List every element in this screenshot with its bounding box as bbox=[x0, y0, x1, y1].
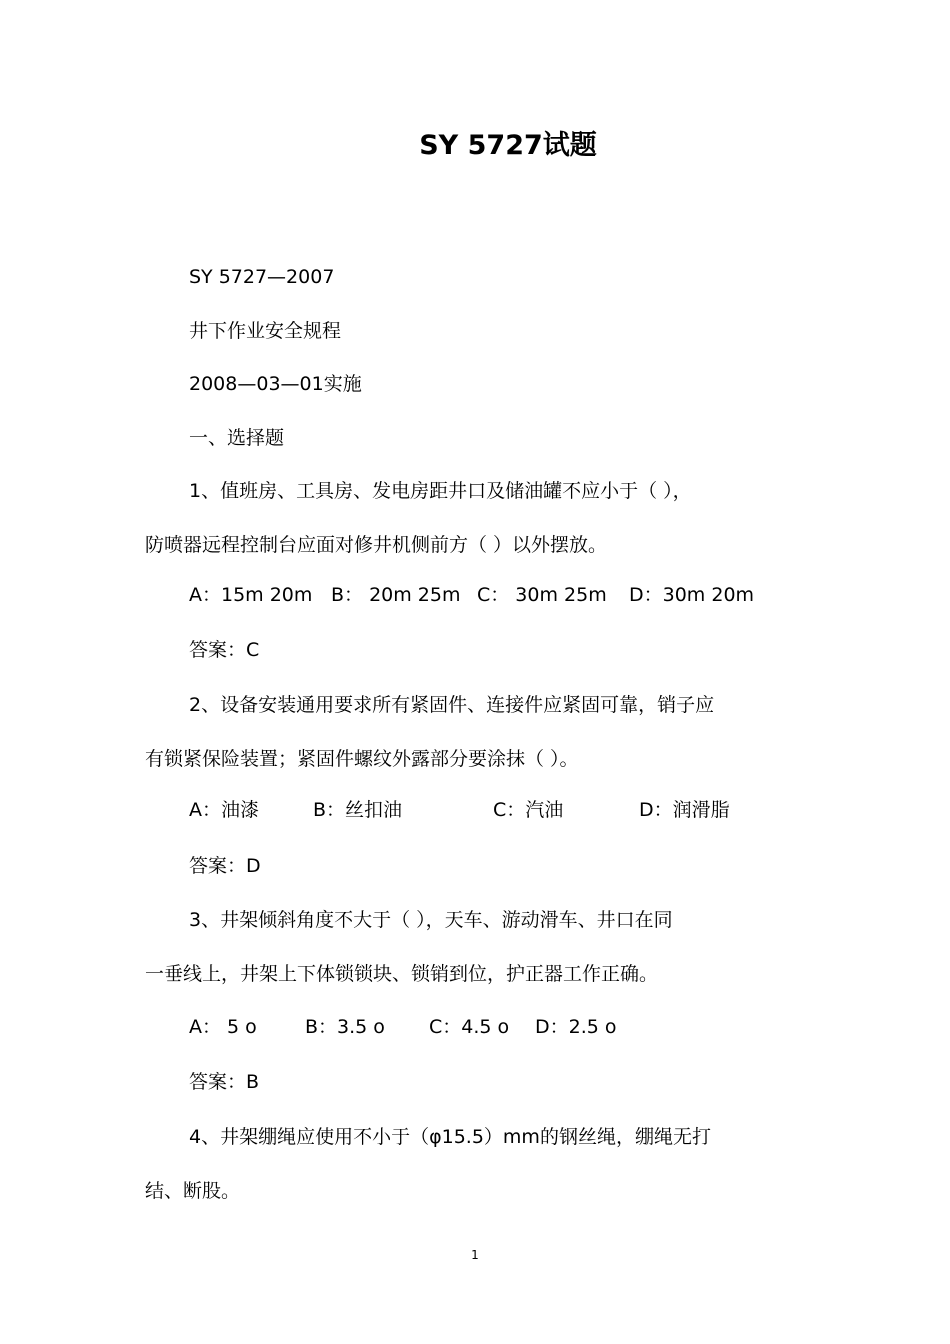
question-4-line-2: 结、断股。 bbox=[145, 1180, 241, 1202]
option-c: C： 30m 25m bbox=[477, 584, 607, 606]
question-2-line-2: 有锁紧保险装置；紧固件螺纹外露部分要涂抹（ ）。 bbox=[145, 748, 579, 770]
option-a: A： 5 o bbox=[189, 1016, 257, 1038]
document-title: SY 5727试题 bbox=[419, 130, 597, 161]
option-d: D：润滑脂 bbox=[639, 799, 730, 821]
question-3-line-2: 一垂线上，井架上下体锁锁块、锁销到位，护正器工作正确。 bbox=[145, 963, 659, 985]
question-1-line-2: 防喷器远程控制台应面对修井机侧前方（ ）以外摆放。 bbox=[145, 534, 608, 556]
question-2-options bbox=[189, 796, 829, 824]
option-a: A：15m 20m bbox=[189, 584, 313, 606]
option-c: C：4.5 o bbox=[429, 1016, 510, 1038]
question-2-answer: 答案：D bbox=[189, 855, 261, 877]
question-1-line-1: 1、值班房、工具房、发电房距井口及储油罐不应小于（ ）， bbox=[189, 480, 692, 502]
question-1-options bbox=[189, 581, 829, 609]
option-a: A：油漆 bbox=[189, 799, 259, 821]
standard-name: 井下作业安全规程 bbox=[189, 320, 342, 342]
option-b: B： 20m 25m bbox=[331, 584, 461, 606]
option-b: B：丝扣油 bbox=[313, 799, 403, 821]
section-heading: 一、选择题 bbox=[189, 427, 285, 449]
question-3-line-1: 3、井架倾斜角度不大于（ ），天车、游动滑车、井口在同 bbox=[189, 909, 673, 931]
option-b: B：3.5 o bbox=[305, 1016, 385, 1038]
question-2-line-1: 2、设备安装通用要求所有紧固件、连接件应紧固可靠，销子应 bbox=[189, 694, 715, 716]
option-d: D：2.5 o bbox=[535, 1016, 617, 1038]
question-3-options bbox=[189, 1013, 829, 1041]
question-4-line-1: 4、井架绷绳应使用不小于（φ15.5）mm的钢丝绳，绷绳无打 bbox=[189, 1126, 711, 1148]
standard-number: SY 5727—2007 bbox=[189, 266, 335, 288]
option-c: C：汽油 bbox=[493, 799, 564, 821]
question-1-answer: 答案：C bbox=[189, 639, 260, 661]
question-3-answer: 答案：B bbox=[189, 1071, 260, 1093]
page-number: 1 bbox=[471, 1248, 479, 1262]
option-d: D：30m 20m bbox=[629, 584, 755, 606]
effective-date: 2008—03—01实施 bbox=[189, 373, 362, 395]
